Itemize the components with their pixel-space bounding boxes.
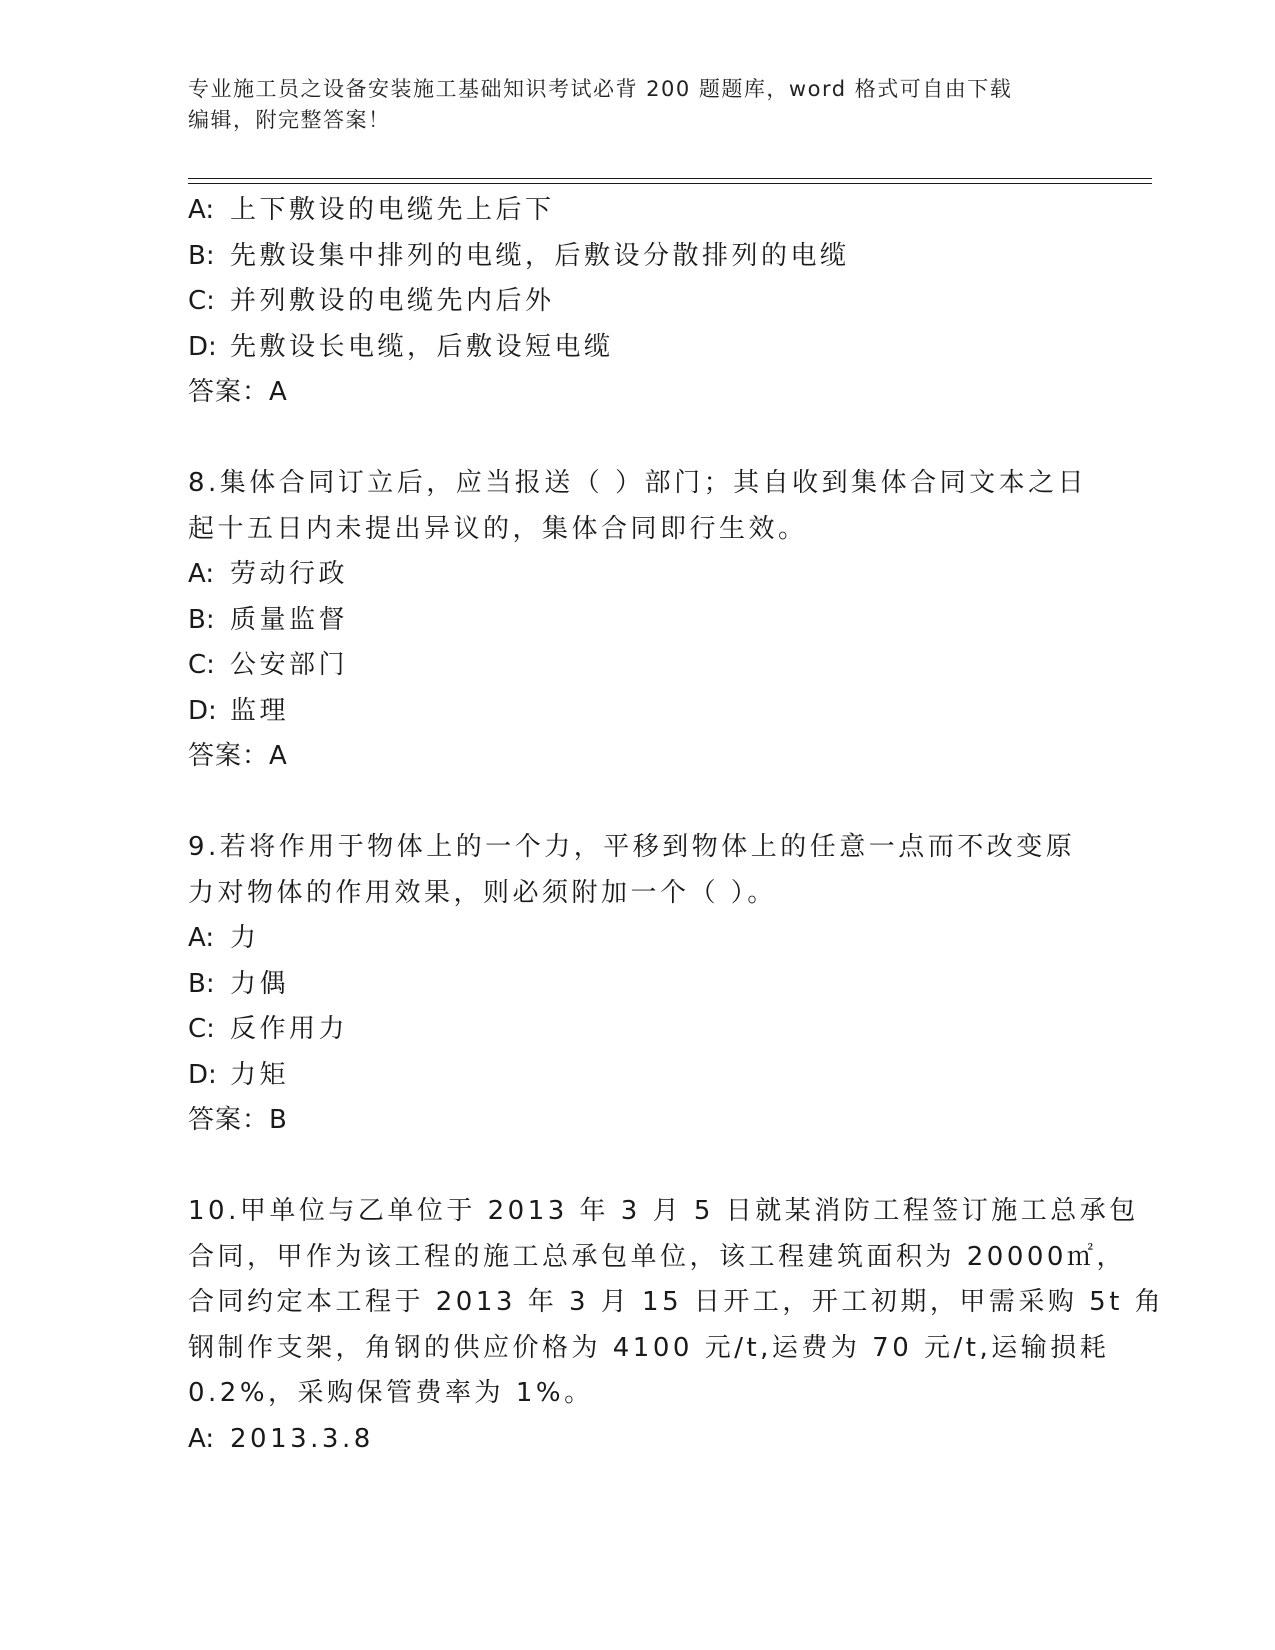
header-line-1: 专业施工员之设备安装施工基础知识考试必背 200 题题库，word 格式可自由下载 [188,77,1013,101]
option-a: A: 力 [188,923,260,953]
question-10 [188,1189,1165,1462]
option-a: A: 2013.3.8 [188,1423,374,1454]
option-b: B: 先敷设集中排列的电缆，后敷设分散排列的电缆 [188,240,850,271]
document-header [188,74,1088,136]
option-c: C: 并列敷设的电缆先内后外 [188,286,555,316]
option-b: B: 质量监督 [188,604,349,635]
question-content [188,188,1165,1462]
question-9 [188,825,1088,1144]
answer: 答案：B [188,1105,288,1135]
spacer [188,780,1088,826]
answer: 答案：A [188,377,288,407]
header-line-2: 编辑，附完整答案！ [188,108,391,132]
question-8 [188,461,1088,780]
spacer [188,416,1088,462]
answer: 答案：A [188,741,288,771]
question-text-line: 合同约定本工程于 2013 年 3 月 15 日开工，开工初期，甲需采购 5t 角 [188,1287,1165,1317]
question-text-line: 10.甲单位与乙单位于 2013 年 3 月 5 日就某消防工程签订施工总承包 [188,1196,1139,1226]
question-text-line: 0.2%，采购保管费率为 1%。 [188,1378,594,1408]
question-text-line: 力对物体的作用效果，则必须附加一个（ ）。 [188,877,777,908]
question-7 [188,188,1088,416]
question-text-line: 合同，甲作为该工程的施工总承包单位，该工程建筑面积为 20000㎡， [188,1241,1126,1272]
header-rule-bottom [188,183,1152,184]
option-a: A: 劳动行政 [188,559,349,589]
question-text-line: 9.若将作用于物体上的一个力，平移到物体上的任意一点而不改变原 [188,832,1076,862]
question-text-line: 8.集体合同订立后，应当报送（ ）部门；其自收到集体合同文本之日 [188,468,1088,498]
header-rule-top [188,178,1152,179]
option-b: B: 力偶 [188,968,290,999]
option-c: C: 反作用力 [188,1014,349,1044]
option-d: D: 监理 [188,695,290,726]
option-d: D: 力矩 [188,1059,290,1090]
question-text-line: 起十五日内未提出异议的，集体合同即行生效。 [188,513,808,544]
spacer [188,1144,1088,1190]
question-text-line: 钢制作支架，角钢的供应价格为 4100 元/t,运费为 70 元/t,运输损耗 [188,1332,1110,1363]
option-a: A: 上下敷设的电缆先上后下 [188,195,555,225]
option-d: D: 先敷设长电缆，后敷设短电缆 [188,331,614,362]
option-c: C: 公安部门 [188,650,349,680]
